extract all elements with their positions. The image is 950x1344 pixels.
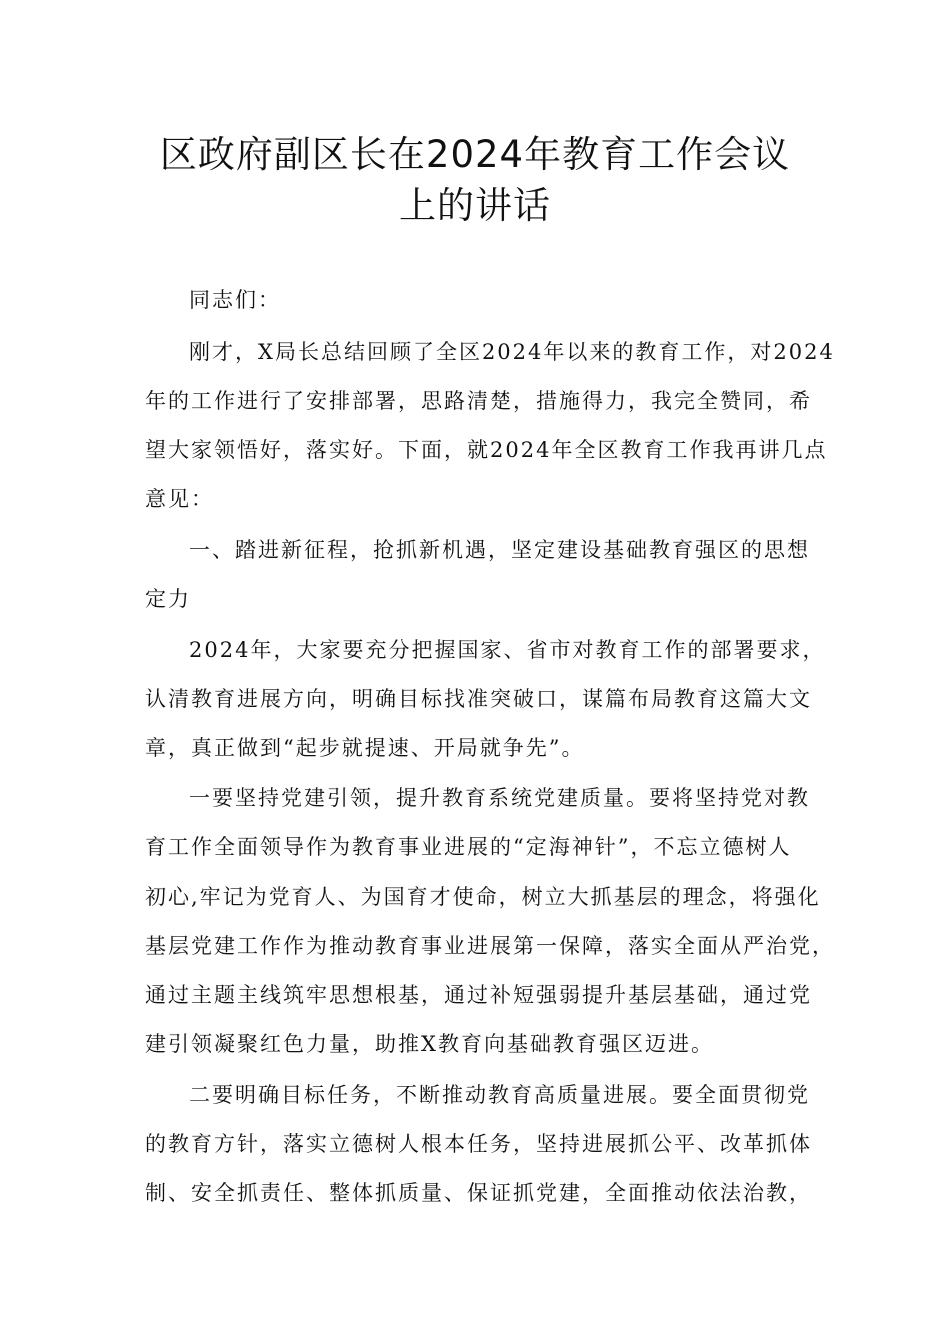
body-line: 制、安全抓责任、整体抓质量、保证抓党建，全面推动依法治教， [145,1181,812,1205]
body-line: 建引领凝聚红色力量，助推X教育向基础教育强区迈进。 [145,1032,714,1056]
body-line: 一要坚持党建引领，提升教育系统党建质量。要将坚持党对教 [189,786,810,810]
section-heading-line: 定力 [145,587,191,611]
body-line: 意见： [145,487,214,511]
body-line: 的教育方针，落实立德树人根本任务，坚持进展抓公平、改革抓体 [145,1132,812,1156]
body-line: 章，真正做到“起步就提速、开局就争先”。 [145,736,585,760]
body-line: 通过主题主线筑牢思想根基，通过补短强弱提升基层基础，通过党 [145,983,812,1007]
body-line: 基层党建工作作为推动教育事业进展第一保障，落实全面从严治党， [145,934,835,958]
section-heading-line: 一、踏进新征程，抢抓新机遇，坚定建设基础教育强区的思想 [189,538,810,562]
body-line: 望大家领悟好，落实好。下面，就2024年全区教育工作我再讲几点 [145,438,828,462]
body-line: 二要明确目标任务，不断推动教育高质量进展。要全面贯彻党 [189,1083,810,1107]
body-line: 育工作全面领导作为教育事业进展的“定海神针”，不忘立德树人 [145,835,792,859]
body-line: 刚才，X局长总结回顾了全区2024年以来的教育工作，对2024 [189,340,835,364]
body-line: 2024年，大家要充分把握国家、省市对教育工作的部署要求， [189,638,826,662]
title-line-1: 区政府副区长在2024年教育工作会议 [159,133,791,176]
body-line: 初心,牢记为党育人、为国育才使命，树立大抓基层的理念，将强化 [145,885,821,909]
title-line-2: 上的讲话 [399,184,551,227]
body-line: 认清教育进展方向，明确目标找准突破口，谋篇布局教育这篇大文 [145,687,812,711]
body-line: 年的工作进行了安排部署，思路清楚，措施得力，我完全赞同，希 [145,389,812,413]
salutation: 同志们： [189,288,281,312]
